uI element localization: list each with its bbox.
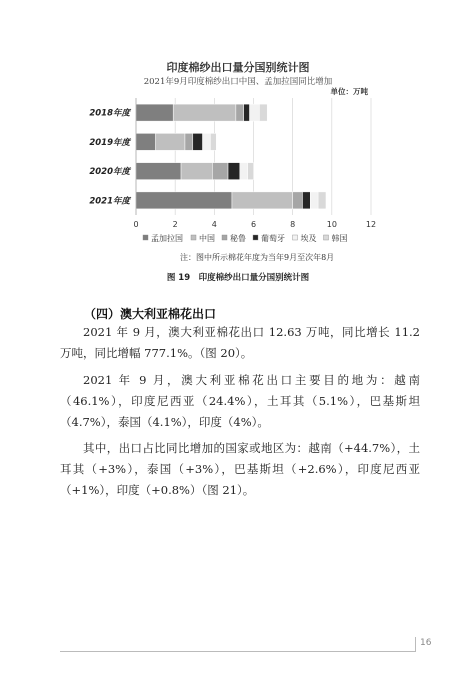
y-tick-label: 2020年度 (89, 167, 130, 178)
legend-label: 秘鲁 (230, 234, 246, 243)
chart-title: 印度棉纱出口量分国别统计图 (166, 61, 310, 74)
bar-segment (228, 163, 240, 180)
x-tick-label: 0 (133, 220, 139, 229)
bar-segment (136, 192, 232, 209)
bar-segment (156, 133, 185, 150)
x-tick-label: 12 (365, 220, 377, 229)
bar-segment (185, 133, 193, 150)
chart-legend (143, 233, 348, 243)
chart-bars (136, 104, 326, 209)
bar-segment (293, 192, 303, 209)
paragraph-export-volume: 2021 年 9 月，澳大利亚棉花出口 12.63 万吨，同比增长 11.2 万吨，同比增幅 777.1%。（图 20）。 (60, 325, 420, 360)
x-tick-label: 2 (172, 220, 178, 229)
bar-segment (236, 104, 244, 121)
bar-segment (232, 192, 293, 209)
footer-tick (415, 637, 416, 652)
legend-swatch (143, 235, 148, 240)
section-heading: （四）澳大利亚棉花出口 (84, 307, 217, 321)
bar-segment (248, 163, 254, 180)
stacked-bar-chart (0, 0, 476, 260)
legend-swatch (293, 235, 298, 240)
bar-segment (310, 192, 318, 209)
y-tick-label: 2021年度 (89, 196, 130, 207)
bar-segment (210, 133, 216, 150)
legend-swatch (191, 235, 196, 240)
bar-segment (250, 104, 260, 121)
legend-label: 中国 (199, 234, 215, 243)
bar-segment (240, 163, 248, 180)
paragraph-destinations: 2021 年 9 月，澳大利亚棉花出口主要目的地为：越南（46.1%），印度尼西亚（24.4%），土耳其（5.1%），巴基斯坦（4.7%），泰国（4.1%），印度（4%）。 (60, 373, 420, 429)
chart-note: 注：图中所示棉花年度为当年9月至次年8月 (180, 253, 335, 262)
bar-segment (259, 104, 267, 121)
bar-segment (318, 192, 326, 209)
bar-segment (203, 133, 211, 150)
legend-label: 葡萄牙 (261, 234, 285, 243)
y-tick-label: 2018年度 (89, 108, 130, 119)
bar-segment (193, 133, 203, 150)
bar-segment (244, 104, 250, 121)
bar-segment (136, 133, 156, 150)
x-tick-label: 4 (211, 220, 217, 229)
chart-unit-label: 单位：万吨 (330, 87, 368, 96)
legend-label: 孟加拉国 (151, 234, 183, 243)
page-number: 16 (420, 638, 432, 648)
paragraph-share-increase: 其中，出口占比同比增加的国家或地区为：越南（+44.7%），土耳其（+3%），泰国（+3%），巴基斯坦（+2.6%），印度尼西亚（+1%），印度（+0.8%）（图 21）。 (60, 441, 420, 497)
x-tick-label: 6 (250, 220, 257, 229)
bar-segment (136, 163, 181, 180)
bar-segment (212, 163, 228, 180)
legend-label: 埃及 (300, 234, 317, 243)
figure-caption: 图 19 印度棉纱出口量分国别统计图 (166, 273, 310, 283)
x-tick-label: 8 (290, 220, 296, 229)
bar-segment (136, 104, 173, 121)
legend-swatch (222, 235, 227, 240)
legend-swatch (324, 235, 329, 240)
legend-swatch (253, 235, 258, 240)
footer-rule (60, 651, 416, 652)
bar-segment (181, 163, 212, 180)
legend-label: 韩国 (331, 234, 348, 243)
y-tick-label: 2019年度 (89, 137, 130, 148)
chart-subtitle: 2021年9月印度棉纱出口中国、孟加拉国同比增加 (143, 77, 333, 87)
bar-segment (173, 104, 236, 121)
bar-segment (302, 192, 310, 209)
x-tick-label: 10 (326, 220, 337, 229)
